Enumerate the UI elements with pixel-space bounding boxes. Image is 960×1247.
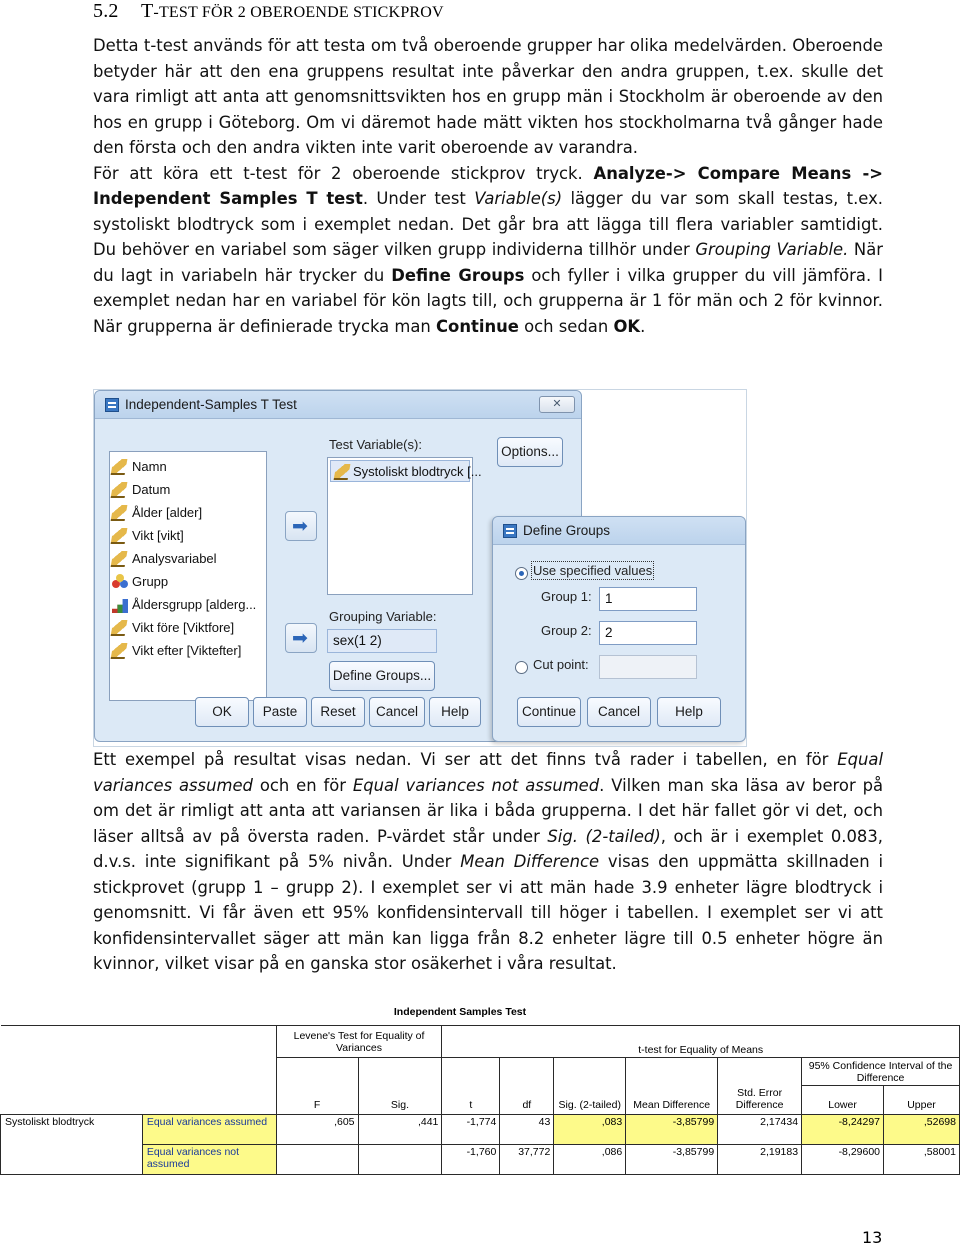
variable-item[interactable]: Vikt efter [Viktefter] bbox=[132, 640, 241, 662]
dialog-app-icon bbox=[105, 398, 119, 412]
table-cell bbox=[276, 1145, 358, 1175]
row-label: Equal variances not assumed bbox=[142, 1145, 276, 1175]
table-cell: ,086 bbox=[554, 1145, 626, 1175]
ruler-icon bbox=[334, 464, 351, 480]
define-groups-button[interactable]: Define Groups... bbox=[329, 661, 435, 691]
section-heading bbox=[93, 0, 444, 23]
row-label: Equal variances assumed bbox=[142, 1115, 276, 1145]
col-header: Upper bbox=[884, 1086, 960, 1115]
close-button[interactable]: ✕ bbox=[539, 396, 575, 413]
corner-cell bbox=[1, 1026, 143, 1058]
define-groups-titlebar bbox=[493, 517, 745, 545]
intro-paragraphs bbox=[93, 33, 883, 339]
row-group-label: Systoliskt blodtryck bbox=[1, 1115, 143, 1175]
section-number: 5.2 bbox=[93, 0, 119, 22]
table-cell: -3,85799 bbox=[626, 1145, 718, 1175]
col-header: Mean Difference bbox=[626, 1058, 718, 1115]
variable-item[interactable]: Vikt före [Viktfore] bbox=[132, 617, 234, 639]
group1-label: Group 1: bbox=[541, 589, 592, 604]
cut-point-label: Cut point: bbox=[533, 657, 589, 672]
ok-button[interactable]: OK bbox=[195, 697, 249, 727]
table-cell: 2,17434 bbox=[718, 1115, 802, 1145]
arrow-right-icon: ➡ bbox=[292, 628, 308, 649]
table-cell: -8,24297 bbox=[802, 1115, 884, 1145]
move-to-grouping-button[interactable] bbox=[285, 623, 317, 653]
ruler-icon bbox=[111, 459, 128, 475]
ruler-icon bbox=[111, 528, 128, 544]
help-button[interactable]: Help bbox=[429, 697, 481, 727]
table-cell: -8,29600 bbox=[802, 1145, 884, 1175]
source-variable-list[interactable] bbox=[109, 451, 267, 701]
ttest-header: t-test for Equality of Means bbox=[442, 1026, 960, 1058]
menu-path: Analyze-> Compare Means -> Independent Samples T test bbox=[93, 163, 883, 208]
table-cell: -1,760 bbox=[442, 1145, 500, 1175]
ruler-icon bbox=[111, 482, 128, 498]
results-paragraph: Ett exempel på resultat visas nedan. Vi ser att det finns två rader i tabellen, en för Equal variances assumed och en för Equal variances not assumed. Vilken man ska läsa av beror på om det är rimligt att anta att variansen är lika i båda grupperna. I det här fallet gör vi det, och läser alltså av på översta raden. P-värdet står under Sig. (2-tailed), och är i exemplet 0.083, d.v.s. inte signifikant på 5% nivån. Under Mean Difference visas den uppmätta skillnaden i stickprovet (grupp 1 – grupp 2). I exemplet ser vi att män hade 3.9 enheter lägre blodtryck i genomsnitt. Vi får även ett 95% konfidensintervall till höger i tabellen. I exemplet ser vi att konfidensintervallet säger att män kan ligga från 8.2 enheter lägre till 0.5 enheter högre än kvinnor, vilket visar på en ganska stor osäkerhet i våra resultat. bbox=[93, 750, 884, 973]
section-title-first: T bbox=[141, 0, 154, 22]
dialog-app-icon bbox=[503, 524, 517, 538]
spss-screenshot bbox=[93, 389, 747, 747]
ci-header: 95% Confidence Interval of the Difference bbox=[802, 1058, 960, 1086]
variable-item[interactable]: Vikt [vikt] bbox=[132, 525, 184, 547]
table-cell: 37,772 bbox=[500, 1145, 554, 1175]
grouping-variable-label: Grouping Variable: bbox=[329, 609, 437, 624]
grouping-variable-field[interactable]: sex(1 2) bbox=[327, 629, 437, 653]
table-cell: 2,19183 bbox=[718, 1145, 802, 1175]
variable-item[interactable]: Analysvariabel bbox=[132, 548, 217, 570]
col-header: t bbox=[442, 1058, 500, 1115]
group2-input[interactable]: 2 bbox=[599, 621, 697, 645]
test-variables-label: Test Variable(s): bbox=[329, 437, 422, 452]
table-title: Independent Samples Test bbox=[393, 1006, 527, 1018]
use-specified-label: Use specified values bbox=[533, 563, 653, 578]
table-cell: ,52698 bbox=[884, 1115, 960, 1145]
levene-header: Levene's Test for Equality of Variances bbox=[276, 1026, 442, 1058]
variable-item[interactable]: Åldersgrupp [alderg... bbox=[132, 594, 256, 616]
table-cell: ,605 bbox=[276, 1115, 358, 1145]
cut-point-radio[interactable] bbox=[515, 661, 528, 674]
table-cell: ,083 bbox=[554, 1115, 626, 1145]
define-groups-dialog bbox=[492, 516, 746, 742]
cancel-button[interactable]: Cancel bbox=[369, 697, 425, 727]
table-cell: 43 bbox=[500, 1115, 554, 1145]
col-header: Sig. bbox=[358, 1058, 442, 1115]
ruler-icon bbox=[111, 551, 128, 567]
ruler-icon bbox=[111, 620, 128, 636]
dialog-title: Independent-Samples T Test bbox=[125, 397, 297, 412]
section-title-rest: -TEST FÖR 2 OBEROENDE STICKPROV bbox=[153, 4, 444, 21]
ruler-icon bbox=[111, 643, 128, 659]
paste-button[interactable]: Paste bbox=[253, 697, 307, 727]
continue-button[interactable]: Continue bbox=[517, 697, 581, 727]
ruler-icon bbox=[111, 505, 128, 521]
table-cell: ,58001 bbox=[884, 1145, 960, 1175]
use-specified-radio[interactable] bbox=[515, 567, 528, 580]
test-variables-list[interactable] bbox=[327, 457, 482, 595]
paragraph-instructions: För att köra ett t-test för 2 oberoende stickprov tryck. Analyze-> Compare Means -> Independent Samples T test. Under test Variable(s) lägger du var som skall testas, t.ex. systoliskt blodtryck som i exemplet nedan. Det går bra att lägga till flera variabler samtidigt. Du behöver en variabel som säger vilken grupp individerna tillhör under Grouping Variable. När du lagt in variabeln här trycker du Define Groups och fyller i vilka grupper du vill jämföra. I exemplet nedan har en variabel för kön lagts till, och grupperna är 1 för män och 2 för kvinnor. När grupperna är definierade trycka man Continue och sedan OK. bbox=[93, 163, 884, 336]
variable-item[interactable]: Datum bbox=[132, 479, 170, 501]
move-to-test-button[interactable] bbox=[285, 511, 317, 541]
cut-point-input[interactable] bbox=[599, 655, 697, 679]
ordinal-icon bbox=[112, 597, 128, 613]
page-number: 13 bbox=[862, 1228, 883, 1247]
col-header: df bbox=[500, 1058, 554, 1115]
reset-button[interactable]: Reset bbox=[311, 697, 365, 727]
col-header: Lower bbox=[802, 1086, 884, 1115]
independent-samples-table bbox=[0, 1025, 960, 1175]
variable-item[interactable]: Namn bbox=[132, 456, 167, 478]
group1-input[interactable]: 1 bbox=[599, 587, 697, 611]
help-groups-button[interactable]: Help bbox=[657, 697, 721, 727]
nominal-icon bbox=[112, 574, 128, 590]
col-header: Std. Error Difference bbox=[718, 1058, 802, 1115]
dialog-titlebar bbox=[95, 391, 581, 419]
table-cell: -3,85799 bbox=[626, 1115, 718, 1145]
variable-item[interactable]: Grupp bbox=[132, 571, 168, 593]
paragraph-intro: Detta t-test används för att testa om två oberoende grupper har olika medelvärden. Oberoende betyder här att den ena gruppens resultat inte påverkar den andra gruppen, t.ex. skulle det vara rimligt att anta att genomsnittsvikten hos en grupp män i Stockholm är oberoende av den hos en grupp i Göteborg. Om vi däremot hade mätt vikten hos stockholmarna två gånger hade den första och den andra vikten inte varit oberoende av varandra. bbox=[93, 36, 883, 157]
test-variable-item[interactable]: Systoliskt blodtryck [... bbox=[330, 460, 470, 482]
cancel-groups-button[interactable]: Cancel bbox=[587, 697, 651, 727]
corner-cell bbox=[142, 1026, 276, 1058]
group2-label: Group 2: bbox=[541, 623, 592, 638]
options-button[interactable]: Options... bbox=[497, 437, 563, 467]
table-cell bbox=[358, 1145, 442, 1175]
table-cell: ,441 bbox=[358, 1115, 442, 1145]
define-groups-title: Define Groups bbox=[523, 523, 611, 538]
variable-item[interactable]: Ålder [alder] bbox=[132, 502, 202, 524]
arrow-right-icon: ➡ bbox=[292, 516, 308, 537]
table-cell: -1,774 bbox=[442, 1115, 500, 1145]
col-header: Sig. (2-tailed) bbox=[554, 1058, 626, 1115]
col-header: F bbox=[276, 1058, 358, 1115]
